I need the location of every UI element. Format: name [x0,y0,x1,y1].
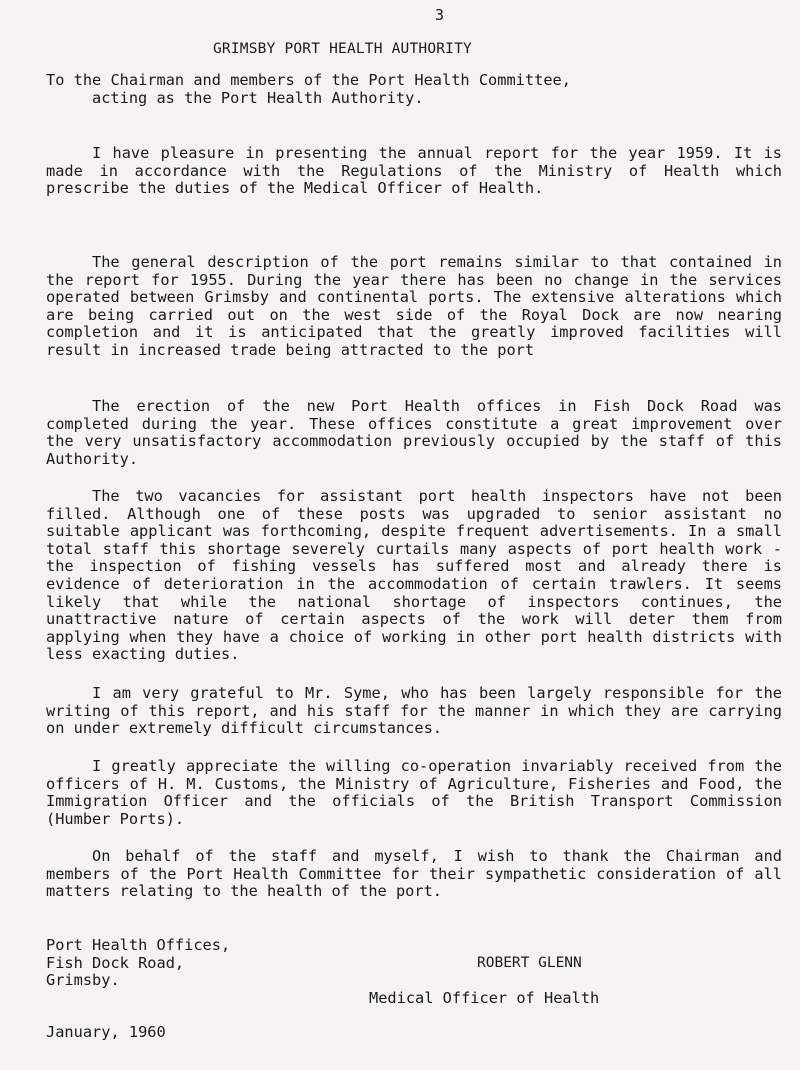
paragraph-thanks: On behalf of the staff and myself, I wish to thank the Chairman and members of the Port Health Committee for their sympathetic consideration of all matters relating to the health of the port. [46,847,782,901]
paragraph-port-description: The general description of the port remains similar to that contained in the report for 1955. During the year there has been no change in the services operated between Grimsby and continental ports. The extensive alterations which are being carried out on the west side of the Royal Dock are now nearing completion and it is anticipated that the greatly improved facilities will result in increased trade being attracted to the port [46,253,782,359]
address-line-1: Port Health Offices, [46,936,231,954]
page-number: 3 [435,6,445,24]
document-heading: GRIMSBY PORT HEALTH AUTHORITY [213,41,472,57]
office-address [46,937,306,990]
paragraph-acknowledgement-staff: I am very grateful to Mr. Syme, who has been largely responsible for the writing of this report, and his staff for the manner in which they are carrying on under extremely difficult circumstances. [46,684,782,738]
salutation-line-2: acting as the Port Health Authority. [92,88,424,107]
paragraph-co-operation: I greatly appreciate the willing co-operation invariably received from the officers of H. M. Customs, the Ministry of Agriculture, Fisheries and Food, the Immigration Officer and the officials of the British Transport Commission (Humber Ports). [46,757,782,828]
paragraph-annual-report: I have pleasure in presenting the annual report for the year 1959. It is made in accordance with the Regulations of the Ministry of Health which prescribe the duties of the Medical Officer of Health. [46,144,782,198]
address-line-3: Grimsby. [46,971,120,990]
report-date: January, 1960 [46,1023,166,1041]
salutation-line-1: To the Chairman and members of the Port Health Committee, [46,71,571,89]
signatory-title: Medical Officer of Health [369,989,600,1007]
signatory-name: ROBERT GLENN [477,955,582,971]
address-line-2: Fish Dock Road, [46,953,185,972]
paragraph-new-offices: The erection of the new Port Health offices in Fish Dock Road was completed during the year. These offices constitute a great improvement over the very unsatisfactory accommodation previously occupied by the staff of this Authority. [46,397,782,468]
salutation [46,72,776,107]
paragraph-staff-vacancies: The two vacancies for assistant port health inspectors have not been filled. Although one of these posts was upgraded to senior assistant no suitable applicant was forthcoming, despite frequent advertisements. In a small total staff this shortage severely curtails many aspects of port health work - the inspection of fishing vessels has suffered most and already there is evidence of deterioration in the accommodation of certain trawlers. It seems likely that while the national shortage of inspectors continues, the unattractive nature of certain aspects of the work will deter them from applying when they have a choice of working in other port health districts with less exacting duties. [46,487,782,664]
